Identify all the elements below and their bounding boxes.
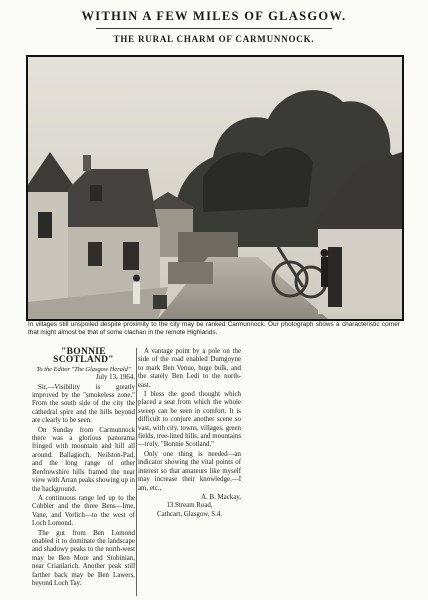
letter-title: "BONNIE SCOTLAND" — [53, 347, 114, 366]
letter-recipient: To the Editor "The Glasgow Herald" — [36, 365, 131, 373]
column-divider — [136, 348, 137, 596]
village-photograph — [26, 55, 404, 321]
headline: WITHIN A FEW MILES OF GLASGOW. — [81, 9, 347, 23]
letter-paragraph: The gut from Ben Lomond enabled it to dominate the landscape and shadowy peaks to the north-west may be Ben More and Stobinian, near Crianlarich. Another peak still farther back may be Ben Lawers, beyond Loch Tay. — [32, 529, 135, 587]
letter-column-right — [138, 348, 241, 519]
letter-signature: A. B. Mackay, — [201, 493, 241, 501]
letter-paragraph: Only one thing is needed—an indicator showing the vital points of interest so that amateurs like myself may increase their knowledge.—I am, etc., — [138, 450, 241, 492]
letter-date: July 13, 1964. — [95, 374, 135, 382]
subheadline: THE RURAL CHARM OF CARMUNNOCK. — [113, 34, 315, 44]
letter-address-line: Cathcart, Glasgow, S.4. — [156, 510, 222, 518]
letter-paragraph: I bless the good thought which placed a seat from which the whole sweep can be seen in comfort. It is difficult to conjure another scene so vast, with city, towns, villages, green fields, tree-lined hills, and mountains—truly, "Bonnie Scotland." — [138, 391, 241, 449]
photo-caption: In villages still unspoiled despite proximity to the city may be ranked Carmunnock. Our photograph shows a characteristic corner that might almost be that of some clachan in the remote Highlands. — [28, 321, 400, 337]
headline-rule — [96, 28, 332, 29]
letter-column-left — [32, 348, 135, 589]
letter-paragraph: Sir,—Visibility is greatly improved by the "smokeless zone." From the south side of the city the cathedral spire and the hills beyond are clearly to be seen. — [32, 383, 135, 425]
letter-paragraph: A continuous range led up to the Cobbler and the three Bens—Ime, Vane, and Vorlich—to the west of Loch Lomond. — [32, 494, 135, 528]
letter-paragraph: A vantage point by a pole on the side of the road enabled Dumgoyne to mark Ben Venue, huge bulk, and the stately Ben Ledi to the north-east. — [138, 348, 241, 389]
letter-paragraph: On Sunday from Carmunnock there was a glorious panorama fringed with mountain and hill all around. Ballagioch, Neilston-Pad, and the long range of other Renfrewshire hills framed the near view with Arran peaks showing up in the background. — [32, 426, 135, 493]
letter-address-line: 13 Stream Road, — [166, 502, 213, 510]
